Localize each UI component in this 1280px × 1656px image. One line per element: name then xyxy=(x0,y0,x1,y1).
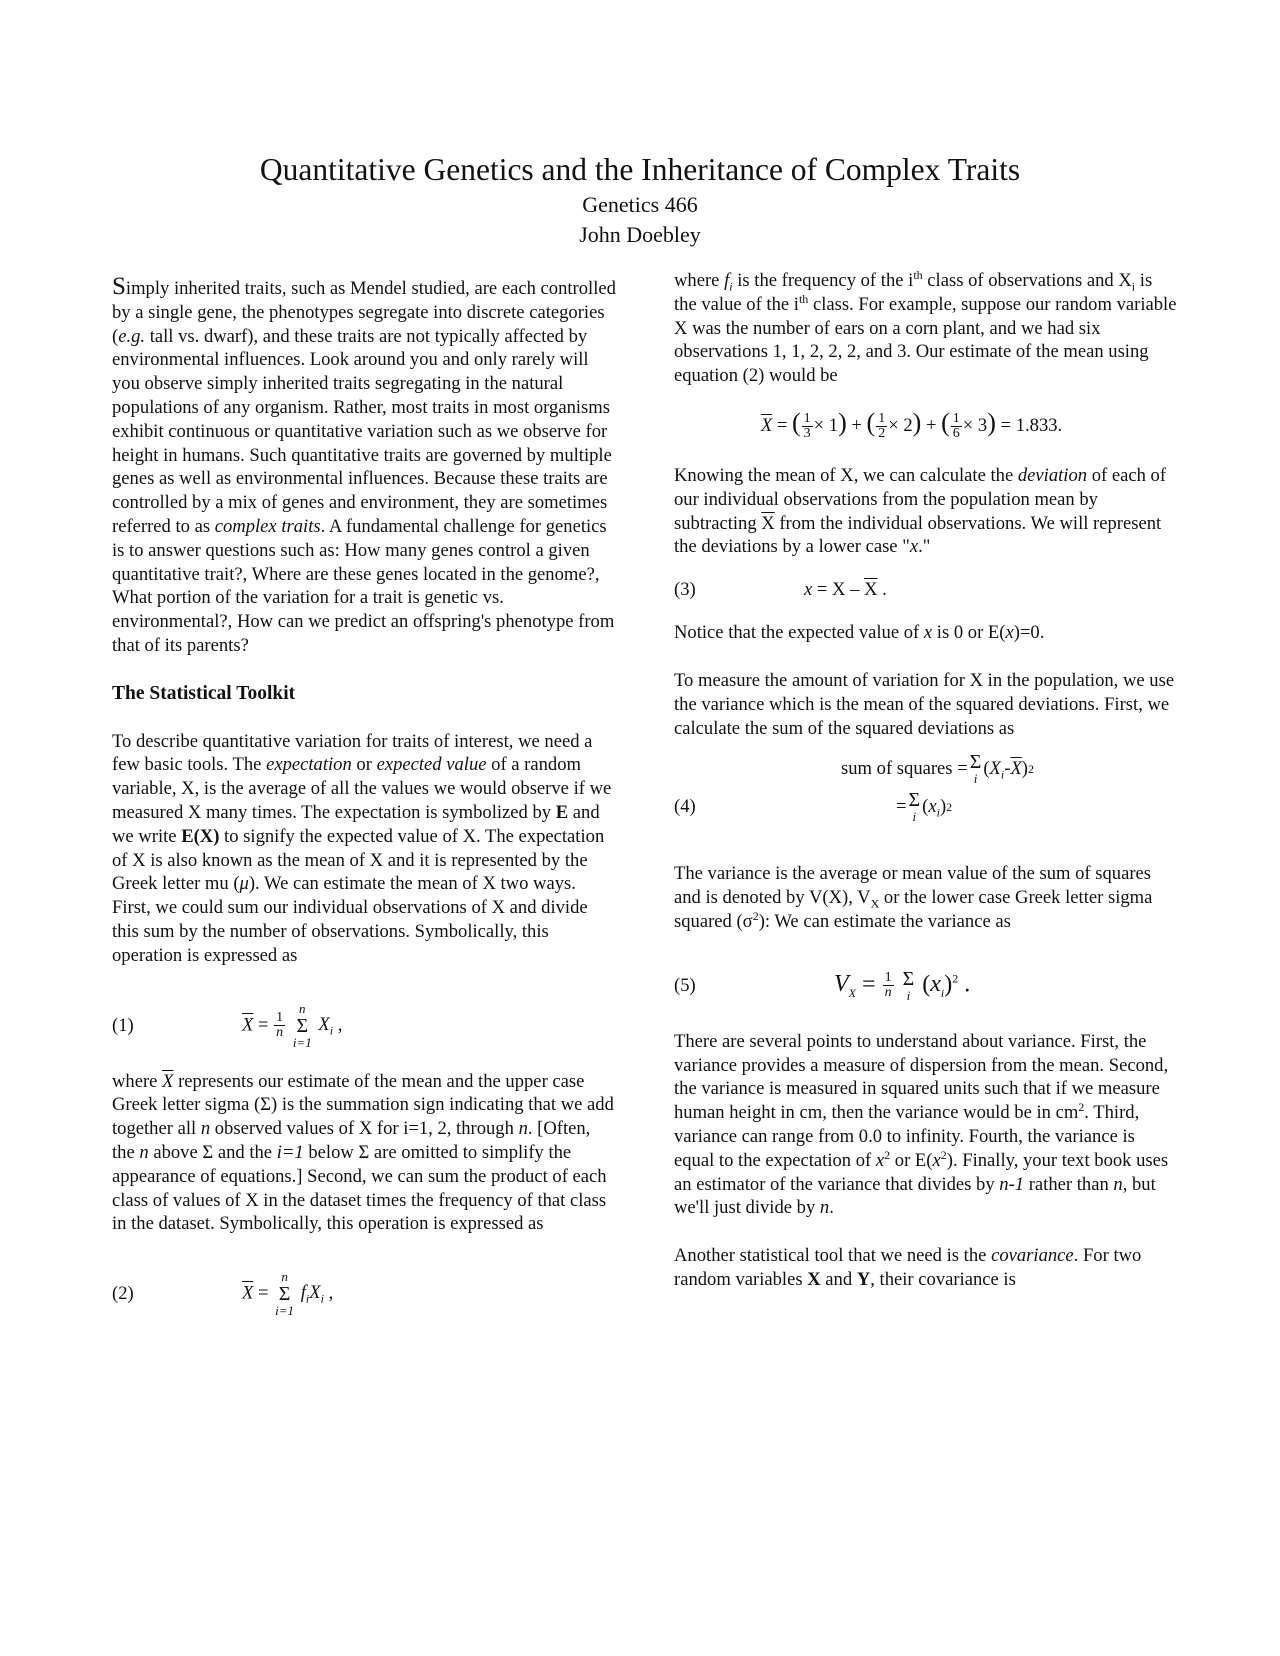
mean-example-equation xyxy=(674,388,1179,464)
author-name: John Doebley xyxy=(579,222,701,247)
course-name: Genetics 466 xyxy=(582,192,698,217)
mean-example-formula: $\overline{X}$ = ( $\frac{1}{3}$ × 1) + ( $\frac{1}{2}$ × 2) + ( $\frac{1}{6}$ × 3) = 1.833. xyxy=(760,407,1063,442)
left-column xyxy=(112,275,617,1342)
covariance-paragraph: Another statistical tool that we need is the covariance. For two random variables X and Y, their covariance is xyxy=(674,1245,1142,1290)
document-header xyxy=(0,150,1280,250)
equation-1-formula: $\overline{X}$ = $\frac{1}{n}$ n Σ i=1 $X_i$ , xyxy=(242,1000,343,1050)
summation-paragraph: where $\overline{X}$ represents our estimate of the mean and the upper case Greek letter sigma (Σ) is the summation sign indicating that we add together all n observed values of X for i=1, 2, through n. [Often, the n above Σ and the i=1 below Σ are omitted to simplify the appearance of equations.] Second, we can sum the product of each class of values of X in the dataset times the frequency of that class in the dataset. Symbolically, this operation is expressed as xyxy=(112,1070,614,1235)
equation-number: (2) xyxy=(112,1283,134,1305)
right-column xyxy=(674,269,1179,1292)
equation-4-formula: sum of squares = Σ i ( $X_i$ - $\overline{X}$ ) 2 = Σ i ( $x_i$ ) 2 xyxy=(841,751,1034,825)
equation-3 xyxy=(674,559,1179,621)
equation-number: (5) xyxy=(674,974,696,996)
variance-paragraph: The variance is the average or mean value of the sum of squares and is denoted by V(X), $V_X$ or the lower case Greek letter sigma squared $(\sigma^2)$: We can estimate the variance as xyxy=(674,863,1153,932)
variance-points-paragraph: There are several points to understand about variance. First, the variance provides a measure of dispersion from the mean. Second, the variance is measured in squared units such that if we measure human height in cm, then the variance would be in $cm^2$. Third, variance can range from 0.0 to infinity. Fourth, the variance is equal to the expectation of $x^2$ or $E(x^2)$. Finally, your text book uses an estimator of the variance that divides by n-1 rather than n, but we'll just divide by n. xyxy=(674,1030,1169,1219)
expected-deviation-paragraph: Notice that the expected value of x is 0 or E(x)=0. xyxy=(674,622,1045,644)
document-title: Quantitative Genetics and the Inheritance of Complex Traits xyxy=(259,152,1021,187)
equation-5-formula: $V_X$ = $\frac{1}{n}$ Σ i $(x_i)^2$ . xyxy=(834,967,971,1003)
equation-3-formula: $x = X - \overline{X}$ . xyxy=(804,579,887,601)
equation-1 xyxy=(112,982,617,1070)
equation-2-formula: $\overline{X}$ = n Σ i=1 $f_iX_i$ , xyxy=(242,1269,334,1319)
equation-4 xyxy=(674,752,1179,862)
intro-paragraph: Simply inherited traits, such as Mendel studied, are each controlled by a single gene, the phenotypes segregate into discrete categories (e.g. tall vs. dwarf), and these traits are not typically affected by environmental influences. Look around you and only rarely will you observe simply inherited traits segregating in the natural populations of any organism. Rather, most traits in most organisms exhibit continuous or quantitative variation such as we observe for height in humans. Such quantitative traits are governed by multiple genes as well as environmental influences. Because these traits are controlled by a mix of genes and environment, they are sometimes referred to as complex traits. A fundamental challenge for genetics is to answer questions such as: How many genes control a given quantitative trait?, Where are these genes located in the genome?, What portion of the variation for a trait is genetic vs. environmental?, How can we predict an offspring's phenotype from that of its parents? xyxy=(112,273,616,656)
equation-number: (1) xyxy=(112,1014,134,1036)
section-heading: The Statistical Toolkit xyxy=(112,682,296,704)
variation-paragraph: To measure the amount of variation for X in the population, we use the variance which is the mean of the squared deviations. First, we calculate the sum of the squared deviations as xyxy=(674,669,1175,739)
equation-5 xyxy=(674,942,1179,1030)
equation-2 xyxy=(112,1246,617,1342)
expectation-paragraph: To describe quantitative variation for traits of interest, we need a few basic tools. The expectation or expected value of a random variable, X, is the average of all the values we would observe if we measured X many times. The expectation is symbolized by E and we write E(X) to signify the expected value of X. The expectation of X is also known as the mean of X and it is represented by the Greek letter mu (μ). We can estimate the mean of X two ways. First, we could sum our individual observations of X and divide this sum by the number of observations. Symbolically, this operation is expressed as xyxy=(112,730,612,966)
frequency-paragraph: where $f_i$ is the frequency of the $i^{th}$ class of observations and $X_i$ is the value of the $i^{th}$ class. For example, suppose our random variable X was the number of ears on a corn plant, and we had six observations 1, 1, 2, 2, 2, and 3. Our estimate of the mean using equation (2) would be xyxy=(674,267,1177,387)
equation-number: (3) xyxy=(674,579,696,601)
deviation-paragraph: Knowing the mean of X, we can calculate the deviation of each of our individual observations from the population mean by subtracting $\overline{X}$ from the individual observations. We will represent the deviations by a lower case "x." xyxy=(674,464,1167,558)
equation-number: (4) xyxy=(674,796,696,818)
